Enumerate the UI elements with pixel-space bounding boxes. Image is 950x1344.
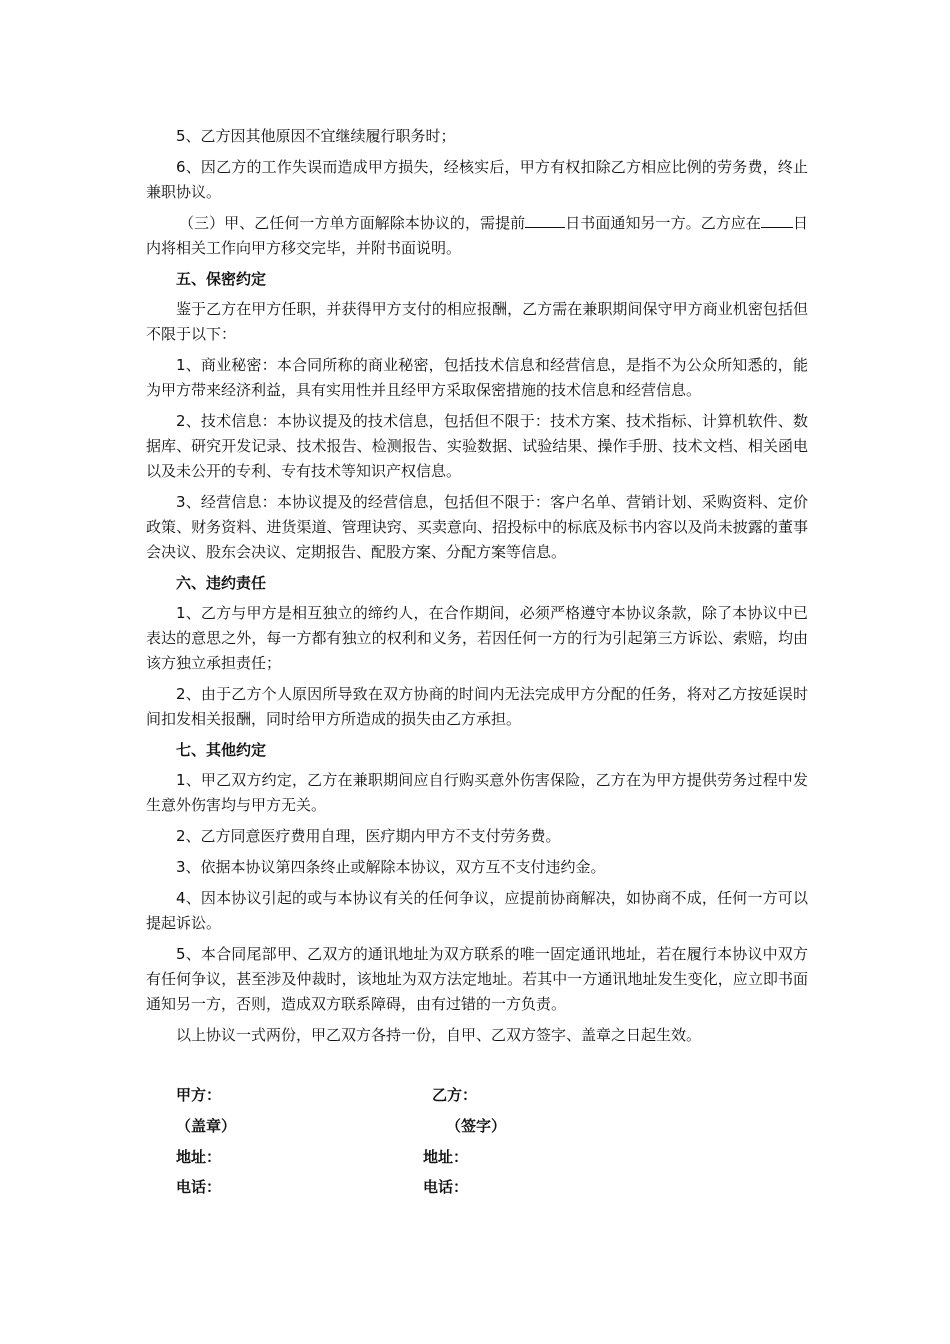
section-6-heading: 六、违约责任	[176, 574, 267, 592]
section-7-item-2: 2、乙方同意医疗费用自理，医疗期内甲方不支付劳务费。	[176, 827, 561, 845]
blank-days-handover	[761, 211, 793, 228]
section-5-intro: 鉴于乙方在甲方任职，并获得甲方支付的相应报酬，乙方需在兼职期间保守甲方商业机密包括但不限于以下：	[146, 300, 808, 343]
clause-4-item-5: 5、乙方因其他原因不宜继续履行职务时；	[176, 127, 456, 145]
party-b-label: 乙方：	[432, 1086, 478, 1104]
section-5-heading: 五、保密约定	[176, 270, 267, 288]
section-7-heading: 七、其他约定	[176, 741, 267, 759]
section-5-item-3: 3、经营信息：本协议提及的经营信息，包括但不限于：客户名单、营销计划、采购资料、定价政策、财务资料、进货渠道、管理诀窍、买卖意向、招投标中的标底及标书内容以及尚未披露的董事会决议、股东会决议、定期报告、配股方案、分配方案等信息。	[146, 493, 808, 561]
clause-4-sub-3-part1: （三）甲、乙任何一方单方面解除本协议的，需提前	[179, 214, 526, 232]
document-body	[146, 124, 808, 1054]
party-b-phone-label: 电话：	[423, 1178, 469, 1196]
clause-4-sub-3-part2: 日书面通知另一方。乙方应在	[565, 214, 761, 232]
clause-4-item-6: 6、因乙方的工作失误而造成甲方损失，经核实后，甲方有权扣除乙方相应比例的劳务费，终止兼职协议。	[146, 158, 808, 201]
signature-block	[0, 1084, 950, 1214]
party-a-seal-label: （盖章）	[176, 1117, 237, 1135]
party-a-label: 甲方：	[176, 1086, 222, 1104]
section-7-item-5: 5、本合同尾部甲、乙双方的通讯地址为双方联系的唯一固定通讯地址，若在履行本协议中双方有任何争议，甚至涉及仲裁时，该地址为双方法定地址。若其中一方通讯地址发生变化，应立即书面通知另一方，否则，造成双方联系障碍，由有过错的一方负责。	[146, 945, 808, 1013]
blank-days-notice	[525, 211, 565, 228]
section-7-item-1: 1、甲乙双方约定，乙方在兼职期间应自行购买意外伤害保险，乙方在为甲方提供劳务过程中发生意外伤害均与甲方无关。	[146, 771, 808, 814]
party-a-phone-label: 电话：	[176, 1178, 222, 1196]
party-b-sign-label: （签字）	[446, 1117, 507, 1135]
party-b-address-label: 地址：	[423, 1148, 469, 1166]
section-7-item-3: 3、依据本协议第四条终止或解除本协议，双方互不支付违约金。	[176, 858, 606, 876]
clause-4-sub-3	[146, 211, 808, 261]
section-7-item-4: 4、因本协议引起的或与本协议有关的任何争议，应提前协商解决，如协商不成，任何一方可以提起诉讼。	[146, 889, 808, 932]
closing-statement: 以上协议一式两份，甲乙双方各持一份，自甲、乙双方签字、盖章之日起生效。	[176, 1026, 702, 1044]
section-6-item-2: 2、由于乙方个人原因所导致在双方协商的时间内无法完成甲方分配的任务，将对乙方按延误时间扣发相关报酬，同时给甲方所造成的损失由乙方承担。	[146, 685, 808, 728]
clause-4-sub-3-part3: 日内将相关工作向甲方移交完毕，并附书面说明。	[146, 214, 808, 257]
section-6-item-1: 1、乙方与甲方是相互独立的缔约人，在合作期间，必须严格遵守本协议条款，除了本协议中已表达的意思之外，每一方都有独立的权利和义务，若因任何一方的行为引起第三方诉讼、索赔，均由该方独立承担责任；	[146, 604, 808, 672]
section-5-item-2: 2、技术信息：本协议提及的技术信息，包括但不限于：技术方案、技术指标、计算机软件、数据库、研究开发记录、技术报告、检测报告、实验数据、试验结果、操作手册、技术文档、相关函电以及未公开的专利、专有技术等知识产权信息。	[146, 412, 808, 480]
party-a-address-label: 地址：	[176, 1148, 222, 1166]
section-5-item-1: 1、商业秘密：本合同所称的商业秘密，包括技术信息和经营信息，是指不为公众所知悉的，能为甲方带来经济利益，具有实用性并且经甲方采取保密措施的技术信息和经营信息。	[146, 356, 808, 399]
